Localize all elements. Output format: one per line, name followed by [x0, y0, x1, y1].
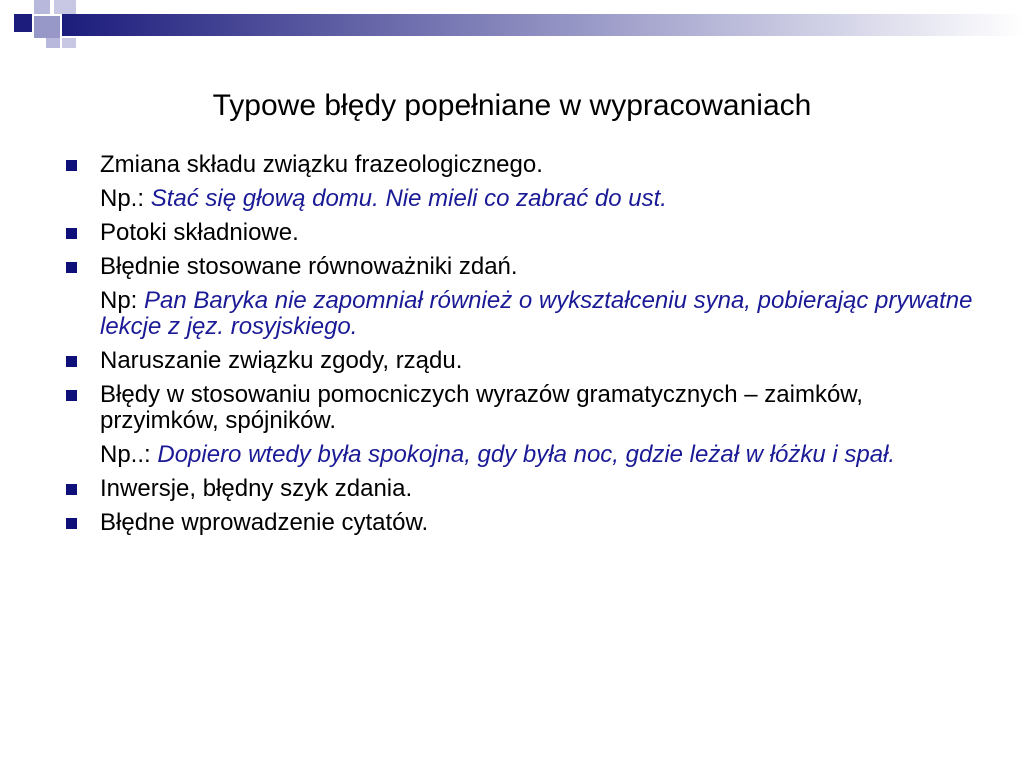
square-bullet-icon	[66, 160, 77, 171]
square-icon	[46, 38, 60, 48]
list-item	[62, 152, 982, 178]
list-item-text: Błędnie stosowane równoważniki zdań.	[100, 253, 518, 280]
example-text: Stać się głową domu. Nie mieli co zabrać do ust.	[150, 185, 667, 212]
square-bullet-icon	[66, 484, 77, 495]
square-bullet-icon	[66, 262, 77, 273]
square-bullet-icon	[66, 356, 77, 367]
list-item-text: Potoki składniowe.	[100, 219, 299, 246]
square-bullet-icon	[66, 390, 77, 401]
list-item-text: Inwersje, błędny szyk zdania.	[100, 475, 413, 502]
list-item-text: Błędne wprowadzenie cytatów.	[100, 509, 429, 536]
list-item	[62, 254, 982, 280]
gradient-bar-icon	[62, 14, 1024, 36]
list-item	[62, 476, 982, 502]
example-line	[62, 442, 982, 468]
example-text: Dopiero wtedy była spokojna, gdy była noc, gdzie leżał w łóżku i spał.	[157, 441, 896, 468]
example-line	[62, 288, 982, 340]
example-line	[62, 186, 982, 212]
square-icon	[34, 0, 50, 14]
square-icon	[62, 38, 76, 48]
list-item	[62, 510, 982, 536]
list-item	[62, 220, 982, 246]
header-decoration	[0, 0, 1024, 60]
list-item	[62, 382, 982, 434]
square-bullet-icon	[66, 228, 77, 239]
list-item	[62, 348, 982, 374]
slide-title: Typowe błędy popełniane w wypracowaniach	[212, 89, 812, 122]
square-icon	[34, 16, 60, 38]
example-prefix: Np:	[100, 287, 145, 314]
square-icon	[14, 14, 32, 32]
list-item-text: Naruszanie związku zgody, rządu.	[100, 347, 463, 374]
list-item-text: Błędy w stosowaniu pomocniczych wyrazów gramatycznych – zaimków, przyimków, spójników.	[100, 381, 863, 434]
square-bullet-icon	[66, 518, 77, 529]
example-prefix: Np..:	[100, 441, 158, 468]
bullet-list	[62, 152, 982, 544]
list-item-text: Zmiana składu związku frazeologicznego.	[100, 151, 543, 178]
square-icon	[54, 0, 76, 14]
example-text: Pan Baryka nie zapomniał również o wykształceniu syna, pobierając prywatne lekcje z jęz. rosyjskiego.	[100, 287, 973, 340]
example-prefix: Np.:	[100, 185, 151, 212]
